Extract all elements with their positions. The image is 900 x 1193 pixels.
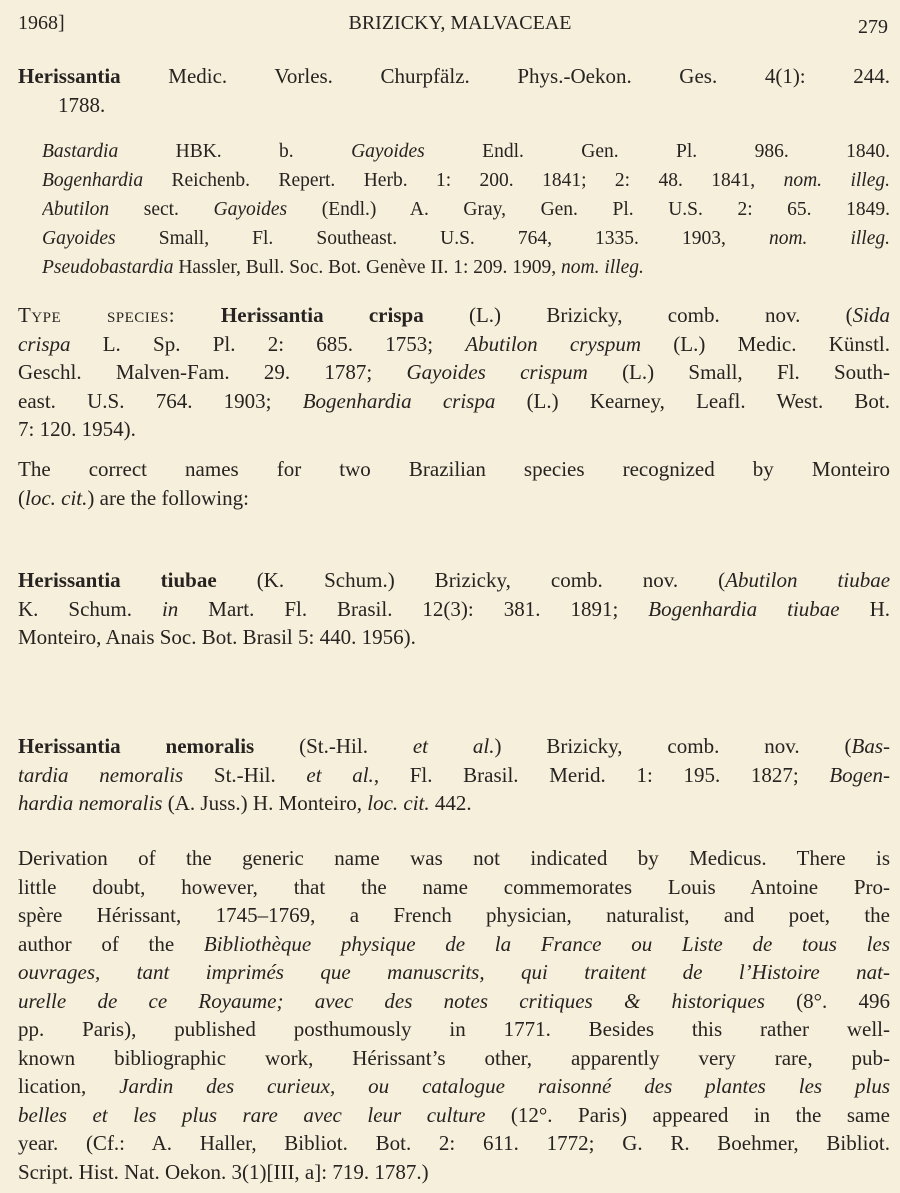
- text-line: [18, 844, 890, 873]
- text-segment: (Endl.) A. Gray, Gen. Pl. U.S. 2: 65. 1849.: [287, 199, 890, 220]
- text-segment: Medic. Vorles. Churpfälz. Phys.-Oekon. Ges. 4(1): 244.: [120, 64, 890, 88]
- text-line: [18, 484, 890, 513]
- text-segment: little doubt, however, that the name commemorates Louis Antoine Pro-: [18, 874, 890, 899]
- text-segment: 442.: [429, 791, 472, 815]
- text-line: [18, 732, 890, 761]
- text-segment: HBK. b.: [118, 141, 352, 162]
- italic-text: et al.: [412, 734, 495, 758]
- italic-text: Bibliothèque physique de la France ou Liste de tous les: [203, 931, 890, 956]
- text-segment: (L.) Small, Fl. South-: [587, 360, 890, 384]
- text-segment: (A. Juss.) H. Monteiro,: [162, 791, 368, 815]
- text-line: [18, 873, 890, 902]
- taxon-name: Herissantia nemoralis: [18, 734, 255, 758]
- text-line: [18, 987, 890, 1016]
- text-line: [18, 1072, 890, 1101]
- running-head-year: 1968]: [18, 12, 65, 34]
- text-line: [18, 595, 890, 624]
- text-line: [18, 1158, 890, 1187]
- italic-text: Bogen-: [829, 762, 890, 787]
- text-segment: (St.-Hil.: [254, 734, 413, 758]
- text-segment: ) Brizicky, comb. nov. (: [494, 734, 852, 758]
- italic-text: loc. cit.: [25, 485, 88, 510]
- text-segment: year. (Cf.: A. Haller, Bibliot. Bot. 2: 611. 1772; G. R. Boehmer, Bibliot.: [18, 1131, 890, 1155]
- italic-text: Bogenhardia: [42, 170, 144, 191]
- text-line: [18, 1044, 890, 1073]
- text-line: [18, 455, 890, 484]
- italic-text: tardia nemoralis: [18, 762, 184, 787]
- italic-text: nom. illeg.: [768, 228, 890, 249]
- herissantia-nemoralis-entry: [18, 732, 890, 818]
- text-segment: (12°. Paris) appeared in the same: [485, 1102, 890, 1127]
- text-line: [18, 930, 890, 959]
- text-segment: Endl. Gen. Pl. 986. 1840.: [424, 141, 890, 162]
- text-line: [42, 224, 890, 253]
- text-line: [18, 1101, 890, 1130]
- text-line: [42, 253, 890, 282]
- text-segment: (L.) Kearney, Leafl. West. Bot.: [495, 388, 890, 413]
- text-segment: spère Hérissant, 1745–1769, a French physician, naturalist, and poet, the: [18, 903, 890, 927]
- derivation-paragraph: [18, 844, 890, 1186]
- italic-text: nom. illeg.: [561, 257, 644, 278]
- italic-text: Gayoides crispum: [406, 360, 588, 384]
- text-line: [18, 62, 890, 91]
- italic-text: Gayoides: [213, 199, 288, 220]
- text-segment: H.: [839, 596, 890, 621]
- italic-text: Abutilon: [42, 199, 110, 220]
- text-segment: known bibliographic work, Hérissant’s other, apparently very rare, pub-: [18, 1045, 890, 1070]
- text-segment: lication,: [18, 1074, 120, 1098]
- text-line: [18, 789, 890, 818]
- text-line: [18, 330, 890, 359]
- text-line: [18, 1129, 890, 1158]
- text-segment: Hassler, Bull. Soc. Bot. Genève II. 1: 209. 1909,: [173, 257, 561, 278]
- italic-text: et al.: [306, 762, 374, 787]
- text-segment: pp. Paris), published posthumously in 1771. Besides this rather well-: [18, 1017, 890, 1041]
- text-line: [18, 91, 890, 120]
- text-line: [42, 166, 890, 195]
- text-line: [18, 761, 890, 790]
- text-line: [18, 358, 890, 387]
- text-segment: Type species:: [18, 303, 221, 327]
- text-line: [18, 387, 890, 416]
- text-segment: K. Schum.: [18, 596, 162, 621]
- italic-text: Bogenhardia crispa: [302, 388, 496, 413]
- text-segment: (L.) Brizicky, comb. nov. (: [423, 303, 853, 327]
- italic-text: Bastardia: [42, 141, 119, 162]
- text-line: [18, 566, 890, 595]
- text-line: [18, 623, 890, 652]
- italic-text: loc. cit.: [367, 791, 430, 815]
- text-segment: 1788.: [58, 92, 106, 117]
- text-line: [18, 1015, 890, 1044]
- italic-text: Gayoides: [42, 228, 116, 249]
- text-segment: Reichenb. Repert. Herb. 1: 200. 1841; 2: 48. 1841,: [143, 170, 784, 191]
- italic-text: Abutilon cryspum: [465, 331, 642, 356]
- text-segment: St.-Hil.: [183, 762, 307, 787]
- text-segment: Geschl. Malven-Fam. 29. 1787;: [18, 360, 407, 384]
- italic-text: Gayoides: [351, 141, 425, 162]
- text-line: [42, 137, 890, 166]
- text-line: [18, 901, 890, 930]
- taxon-name: Herissantia tiubae: [18, 568, 217, 592]
- taxon-name: Herissantia crispa: [220, 303, 424, 327]
- italic-text: belles et les plus rare avec leur culture: [18, 1102, 486, 1127]
- text-segment: (L.) Medic. Künstl.: [641, 331, 890, 356]
- text-segment: (: [18, 485, 25, 510]
- text-segment: Mart. Fl. Brasil. 12(3): 381. 1891;: [178, 596, 649, 621]
- running-head-title: BRIZICKY, MALVACEAE: [348, 12, 572, 34]
- synonyms-list: [42, 137, 890, 282]
- text-segment: , Fl. Brasil. Merid. 1: 195. 1827;: [373, 762, 830, 787]
- text-segment: (8°. 496: [764, 988, 890, 1013]
- herissantia-tiubae-entry: [18, 566, 890, 652]
- correct-names-paragraph: [18, 455, 890, 512]
- text-segment: author of the: [18, 931, 204, 956]
- text-line: [18, 301, 890, 330]
- text-segment: 7: 120. 1954).: [18, 417, 136, 441]
- text-segment: (K. Schum.) Brizicky, comb. nov. (: [216, 568, 726, 592]
- italic-text: nom. illeg.: [783, 170, 890, 191]
- text-segment: Script. Hist. Nat. Oekon. 3(1)[III, a]: 719. 1787.): [18, 1159, 429, 1184]
- text-line: [18, 958, 890, 987]
- text-line: [18, 415, 890, 444]
- italic-text: Bogenhardia tiubae: [648, 596, 840, 621]
- text-line: [42, 195, 890, 224]
- text-segment: Small, Fl. Southeast. U.S. 764, 1335. 1903,: [115, 228, 769, 249]
- italic-text: Abutilon tiubae: [725, 568, 890, 592]
- page-number: 279: [858, 16, 888, 38]
- genus-citation: [18, 62, 890, 119]
- italic-text: Jardin des curieux, ou catalogue raisonné des plantes les plus: [119, 1074, 890, 1098]
- italic-text: Bas-: [851, 734, 890, 758]
- italic-text: hardia nemoralis: [18, 791, 163, 815]
- text-segment: Derivation of the generic name was not indicated by Medicus. There is: [18, 846, 890, 870]
- italic-text: in: [161, 596, 179, 621]
- text-segment: ) are the following:: [87, 485, 249, 510]
- text-segment: sect.: [109, 199, 214, 220]
- italic-text: ouvrages, tant imprimés que manuscrits, qui traitent de l’Histoire nat-: [18, 960, 890, 984]
- italic-text: crispa: [18, 331, 71, 356]
- italic-text: Pseudobastardia: [42, 257, 174, 278]
- text-segment: east. U.S. 764. 1903;: [18, 388, 303, 413]
- taxon-name: Herissantia: [18, 64, 121, 88]
- text-segment: L. Sp. Pl. 2: 685. 1753;: [70, 331, 466, 356]
- italic-text: Sida: [852, 303, 890, 327]
- text-segment: Monteiro, Anais Soc. Bot. Brasil 5: 440. 1956).: [18, 625, 416, 649]
- type-species-paragraph: [18, 301, 890, 444]
- italic-text: urelle de ce Royaume; avec des notes critiques & historiques: [18, 988, 765, 1013]
- text-segment: The correct names for two Brazilian species recognized by Monteiro: [18, 457, 890, 481]
